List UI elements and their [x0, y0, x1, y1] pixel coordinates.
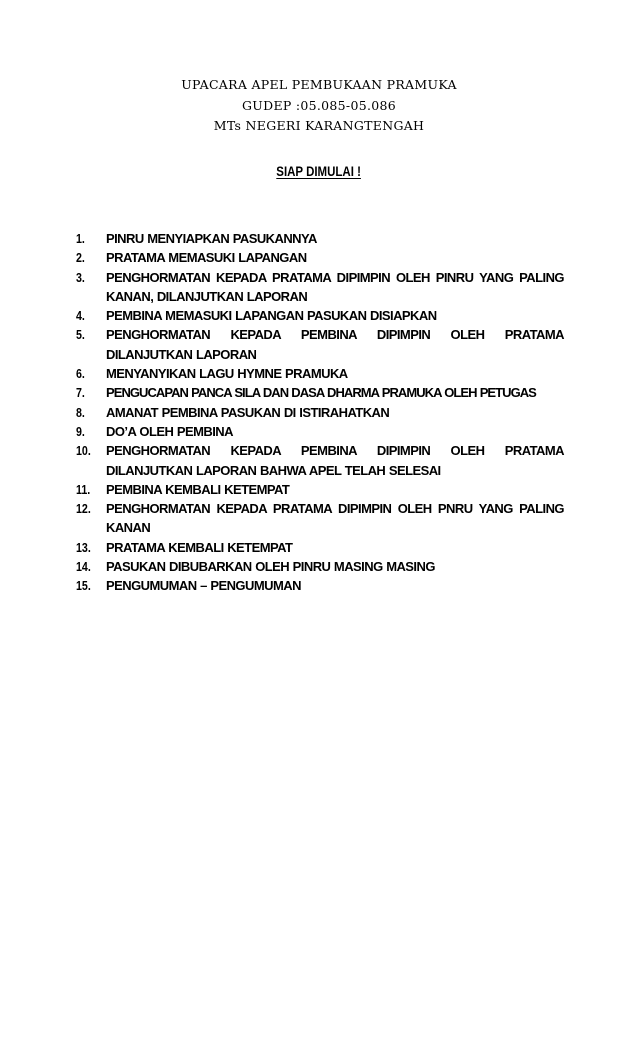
step-item-15 [76, 576, 564, 595]
ready-title-text: SIAP DIMULAI ! [276, 163, 362, 179]
step-text: PENGUCAPAN PANCA SILA DAN DASA DHARMA PRAMUKA OLEH PETUGAS [106, 385, 536, 401]
step-number: 7. [76, 385, 85, 401]
step-number: 3. [76, 269, 85, 285]
header-event-title: UPACARA APEL PEMBUKAAN PRAMUKA [181, 77, 457, 92]
step-number: 9. [76, 423, 85, 439]
step-item-1 [76, 229, 564, 248]
step-number: 5. [76, 327, 85, 343]
document-header [0, 75, 638, 137]
step-text: PENGHORMATAN KEPADA PRATAMA DIPIMPIN OLEH PNRU YANG PALING KANAN [106, 501, 564, 536]
step-text: DO’A OLEH PEMBINA [106, 423, 233, 439]
step-number: 15. [76, 578, 91, 594]
step-item-5 [76, 325, 564, 364]
step-text: MENYANYIKAN LAGU HYMNE PRAMUKA [106, 366, 348, 382]
step-text: PRATAMA KEMBALI KETEMPAT [106, 539, 293, 555]
step-item-13 [76, 538, 564, 557]
step-number: 6. [76, 366, 85, 382]
step-text: PENGHORMATAN KEPADA PEMBINA DIPIMPIN OLEH PRATAMA DILANJUTKAN LAPORAN [106, 327, 564, 362]
step-item-11 [76, 480, 564, 499]
ready-title [0, 163, 638, 179]
step-text: PRATAMA MEMASUKI LAPANGAN [106, 250, 307, 266]
step-text: PINRU MENYIAPKAN PASUKANNYA [106, 231, 317, 246]
step-number: 13. [76, 539, 91, 555]
step-item-4 [76, 306, 564, 325]
step-number: 12. [76, 501, 91, 517]
header-school-name: MTs NEGERI KARANGTENGAH [213, 118, 425, 133]
step-item-10 [76, 441, 564, 480]
step-number: 2. [76, 250, 85, 266]
step-number: 4. [76, 308, 85, 324]
step-item-12 [76, 499, 564, 538]
step-text: AMANAT PEMBINA PASUKAN DI ISTIRAHATKAN [106, 404, 390, 420]
ceremony-steps-list [76, 229, 564, 596]
step-number: 14. [76, 559, 91, 575]
step-item-8 [76, 403, 564, 422]
step-item-3 [76, 268, 564, 307]
step-number: 8. [76, 404, 85, 420]
step-number: 11. [76, 481, 91, 497]
step-text: PENGUMUMAN – PENGUMUMAN [106, 578, 301, 594]
step-item-9 [76, 422, 564, 441]
step-number: 10. [76, 443, 91, 459]
step-number: 1. [76, 231, 85, 246]
step-item-14 [76, 557, 564, 576]
step-item-2 [76, 248, 564, 267]
step-text: PEMBINA KEMBALI KETEMPAT [106, 481, 290, 497]
step-text: PENGHORMATAN KEPADA PRATAMA DIPIMPIN OLEH PINRU YANG PALING KANAN, DILANJUTKAN LAPORAN [106, 269, 564, 304]
step-item-7 [76, 383, 564, 402]
step-text: PASUKAN DIBUBARKAN OLEH PINRU MASING MASING [106, 559, 435, 575]
step-text: PEMBINA MEMASUKI LAPANGAN PASUKAN DISIAPKAN [106, 308, 437, 324]
step-item-6 [76, 364, 564, 383]
step-text: PENGHORMATAN KEPADA PEMBINA DIPIMPIN OLEH PRATAMA DILANJUTKAN LAPORAN BAHWA APEL TELAH SELESAI [106, 443, 564, 478]
header-gudep-number: GUDEP :05.085-05.086 [242, 97, 396, 113]
